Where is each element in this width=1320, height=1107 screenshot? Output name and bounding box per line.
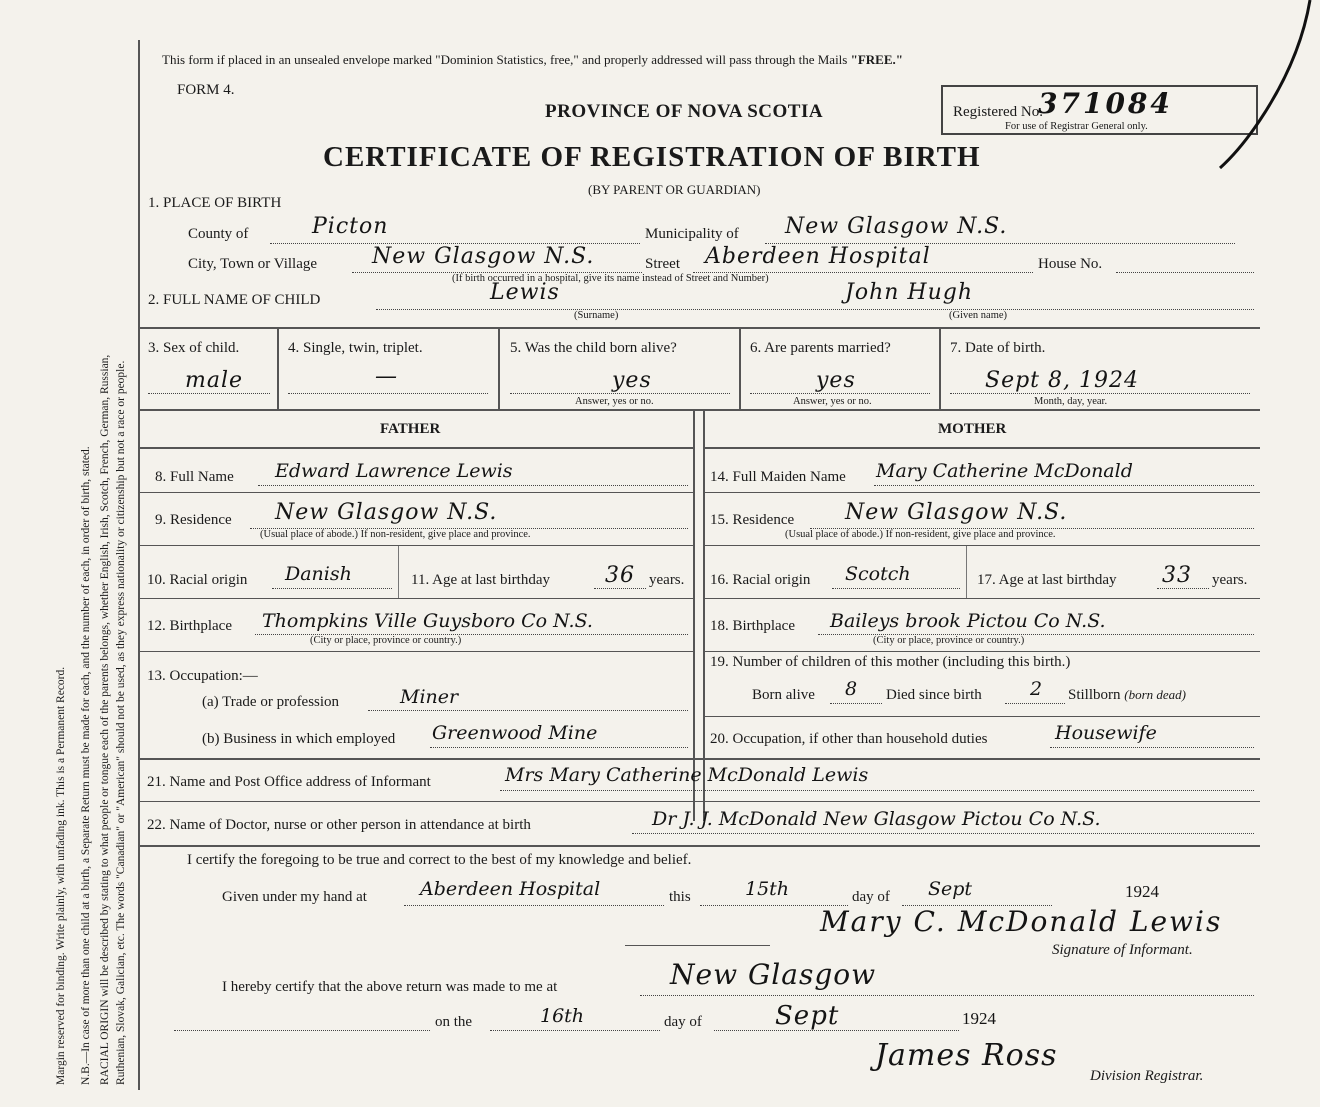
margin-rule bbox=[138, 40, 140, 1090]
mother-res-value: New Glasgow N.S. bbox=[845, 500, 1068, 525]
mother-bp-caption: (City or place, province or country.) bbox=[873, 635, 1025, 646]
mother-age-label: 17. Age at last birthday bbox=[977, 572, 1117, 588]
registrar-caption: Division Registrar. bbox=[1090, 1068, 1204, 1084]
children-label: 19. Number of children of this mother (including this birth.) bbox=[710, 654, 1071, 670]
mother-name-label: 14. Full Maiden Name bbox=[710, 469, 846, 485]
mother-age-value: 33 bbox=[1162, 563, 1192, 588]
mother-race-label: 16. Racial origin bbox=[710, 572, 811, 588]
mother-heading: MOTHER bbox=[938, 421, 1007, 437]
mother-occ-label: 20. Occupation, if other than household duties bbox=[710, 731, 988, 747]
father-res-label: 9. Residence bbox=[155, 512, 232, 528]
municipality-label: Municipality of bbox=[645, 226, 739, 242]
hospital-note: (If birth occurred in a hospital, give its name instead of Street and Number) bbox=[452, 273, 769, 284]
place-heading: 1. PLACE OF BIRTH bbox=[148, 195, 282, 211]
city-value: New Glasgow N.S. bbox=[372, 244, 595, 269]
father-occ-label: 13. Occupation:— bbox=[147, 668, 258, 684]
married-value: yes bbox=[816, 368, 856, 393]
father-bp-label: 12. Birthplace bbox=[147, 618, 232, 634]
mother-race-value: Scotch bbox=[845, 563, 911, 585]
registrar-signature: James Ross bbox=[875, 1038, 1058, 1073]
married-caption: Answer, yes or no. bbox=[793, 396, 872, 407]
registrar-year-value: 1924 bbox=[962, 1009, 996, 1028]
mother-res-label: 15. Residence bbox=[710, 512, 795, 528]
child-surname: Lewis bbox=[490, 280, 560, 305]
subtitle: (BY PARENT OR GUARDIAN) bbox=[588, 182, 761, 197]
plurality-label: 4. Single, twin, triplet. bbox=[288, 340, 423, 356]
business-value: Greenwood Mine bbox=[432, 722, 598, 744]
given-year-value: 1924 bbox=[1125, 882, 1159, 901]
mail-notice: This form if placed in an unsealed envelope marked "Dominion Statistics, free," and properly addressed will pass through the Mails "FREE." bbox=[162, 52, 903, 67]
street-value: Aberdeen Hospital bbox=[705, 244, 931, 269]
given-caption: (Given name) bbox=[949, 310, 1008, 321]
margin-note-4: Ruthenian, Slovak, Galician, etc. The words "Canadian" or "American" should not be used, as they express nationality or citizenship but not a race or people. bbox=[115, 360, 127, 1085]
registrar-note: For use of Registrar General only. bbox=[1005, 121, 1148, 132]
on-the-label: on the bbox=[435, 1014, 473, 1030]
county-label: County of bbox=[188, 226, 249, 242]
father-age-label: 11. Age at last birthday bbox=[411, 572, 550, 588]
died-label: Died since birth bbox=[886, 687, 982, 703]
mother-name-value: Mary Catherine McDonald bbox=[876, 460, 1133, 482]
father-name-value: Edward Lawrence Lewis bbox=[275, 460, 513, 482]
given-month-value: Sept bbox=[928, 878, 973, 900]
trade-value: Miner bbox=[400, 686, 459, 708]
mother-occ-value: Housewife bbox=[1055, 722, 1157, 744]
house-label: House No. bbox=[1038, 256, 1103, 272]
this-label: this bbox=[669, 889, 691, 905]
municipality-value: New Glasgow N.S. bbox=[785, 214, 1008, 239]
street-label: Street bbox=[645, 256, 680, 272]
child-given-name: John Hugh bbox=[845, 280, 974, 305]
mother-bp-value: Baileys brook Pictou Co N.S. bbox=[830, 610, 1106, 632]
born-alive-value: yes bbox=[612, 368, 652, 393]
business-label: (b) Business in which employed bbox=[202, 731, 396, 747]
sex-label: 3. Sex of child. bbox=[148, 340, 240, 356]
margin-note-1: Margin reserved for binding. Write plainly, with unfading ink. This is a Permanent Record. bbox=[55, 666, 67, 1085]
county-value: Picton bbox=[312, 214, 389, 239]
mother-bp-label: 18. Birthplace bbox=[710, 618, 795, 634]
mother-res-caption: (Usual place of abode.) If non-resident, give place and province. bbox=[785, 529, 1056, 540]
died-count: 2 bbox=[1030, 678, 1043, 700]
informant-value: Mrs Mary Catherine McDonald Lewis bbox=[505, 764, 869, 786]
pen-mark-icon bbox=[1150, 0, 1320, 170]
given-under-label: Given under my hand at bbox=[222, 889, 367, 905]
page-title: CERTIFICATE OF REGISTRATION OF BIRTH bbox=[323, 141, 981, 173]
registrar-place-value: New Glasgow bbox=[670, 958, 877, 991]
informant-signature: Mary C. McDonald Lewis bbox=[820, 905, 1223, 938]
father-race-value: Danish bbox=[285, 563, 352, 585]
informant-label: 21. Name and Post Office address of Informant bbox=[147, 774, 431, 790]
form-number: FORM 4. bbox=[177, 82, 235, 98]
sex-value: male bbox=[185, 368, 244, 393]
born-alive-caption: Answer, yes or no. bbox=[575, 396, 654, 407]
signature-caption: Signature of Informant. bbox=[1052, 942, 1193, 958]
father-bp-value: Thompkins Ville Guysboro Co N.S. bbox=[262, 610, 593, 632]
mother-years-label: years. bbox=[1212, 572, 1248, 588]
father-res-caption: (Usual place of abode.) If non-resident, give place and province. bbox=[260, 529, 531, 540]
father-res-value: New Glasgow N.S. bbox=[275, 500, 498, 525]
father-bp-caption: (City or place, province or country.) bbox=[310, 635, 462, 646]
given-place-value: Aberdeen Hospital bbox=[420, 878, 601, 900]
father-age-value: 36 bbox=[605, 563, 635, 588]
city-label: City, Town or Village bbox=[188, 256, 318, 272]
plurality-value: — bbox=[375, 364, 398, 389]
margin-note-2: N.B.—In case of more than one child at a birth, a Separate Return must be made for each, and the number of each, in order of birth, stated. bbox=[80, 446, 92, 1085]
child-name-label: 2. FULL NAME OF CHILD bbox=[148, 292, 321, 308]
dob-caption: Month, day, year. bbox=[1034, 396, 1108, 407]
born-alive-count-label: Born alive bbox=[752, 687, 815, 703]
trade-label: (a) Trade or profession bbox=[202, 694, 340, 710]
registered-number: 371084 bbox=[1038, 87, 1173, 120]
margin-note-3: RACIAL ORIGIN will be described by stating to what people or tongue each of the parents belongs, whether English, Irish, Scotch, French, German, Russian, bbox=[99, 354, 111, 1085]
surname-caption: (Surname) bbox=[574, 310, 619, 321]
married-label: 6. Are parents married? bbox=[750, 340, 891, 356]
father-heading: FATHER bbox=[380, 421, 441, 437]
registered-label: Registered No. bbox=[953, 104, 1043, 120]
given-day-value: 15th bbox=[745, 878, 790, 900]
registrar-day-of-label: day of bbox=[664, 1014, 702, 1030]
province-heading: PROVINCE OF NOVA SCOTIA bbox=[545, 101, 824, 122]
registrar-day-value: 16th bbox=[540, 1005, 585, 1027]
dob-label: 7. Date of birth. bbox=[950, 340, 1046, 356]
born-alive-count: 8 bbox=[845, 678, 858, 700]
father-race-label: 10. Racial origin bbox=[147, 572, 248, 588]
certify-statement: I certify the foregoing to be true and correct to the best of my knowledge and belief. bbox=[187, 852, 692, 868]
doctor-label: 22. Name of Doctor, nurse or other person in attendance at birth bbox=[147, 817, 531, 833]
registrar-statement: I hereby certify that the above return was made to me at bbox=[222, 979, 558, 995]
doctor-value: Dr J. J. McDonald New Glasgow Pictou Co N.S. bbox=[652, 808, 1101, 830]
stillborn-label: Stillborn (born dead) bbox=[1068, 687, 1187, 703]
born-alive-label: 5. Was the child born alive? bbox=[510, 340, 677, 356]
father-years-label: years. bbox=[649, 572, 685, 588]
father-name-label: 8. Full Name bbox=[155, 469, 234, 485]
dob-value: Sept 8, 1924 bbox=[985, 368, 1139, 393]
registrar-month-value: Sept bbox=[775, 1001, 840, 1031]
day-of-label: day of bbox=[852, 889, 890, 905]
